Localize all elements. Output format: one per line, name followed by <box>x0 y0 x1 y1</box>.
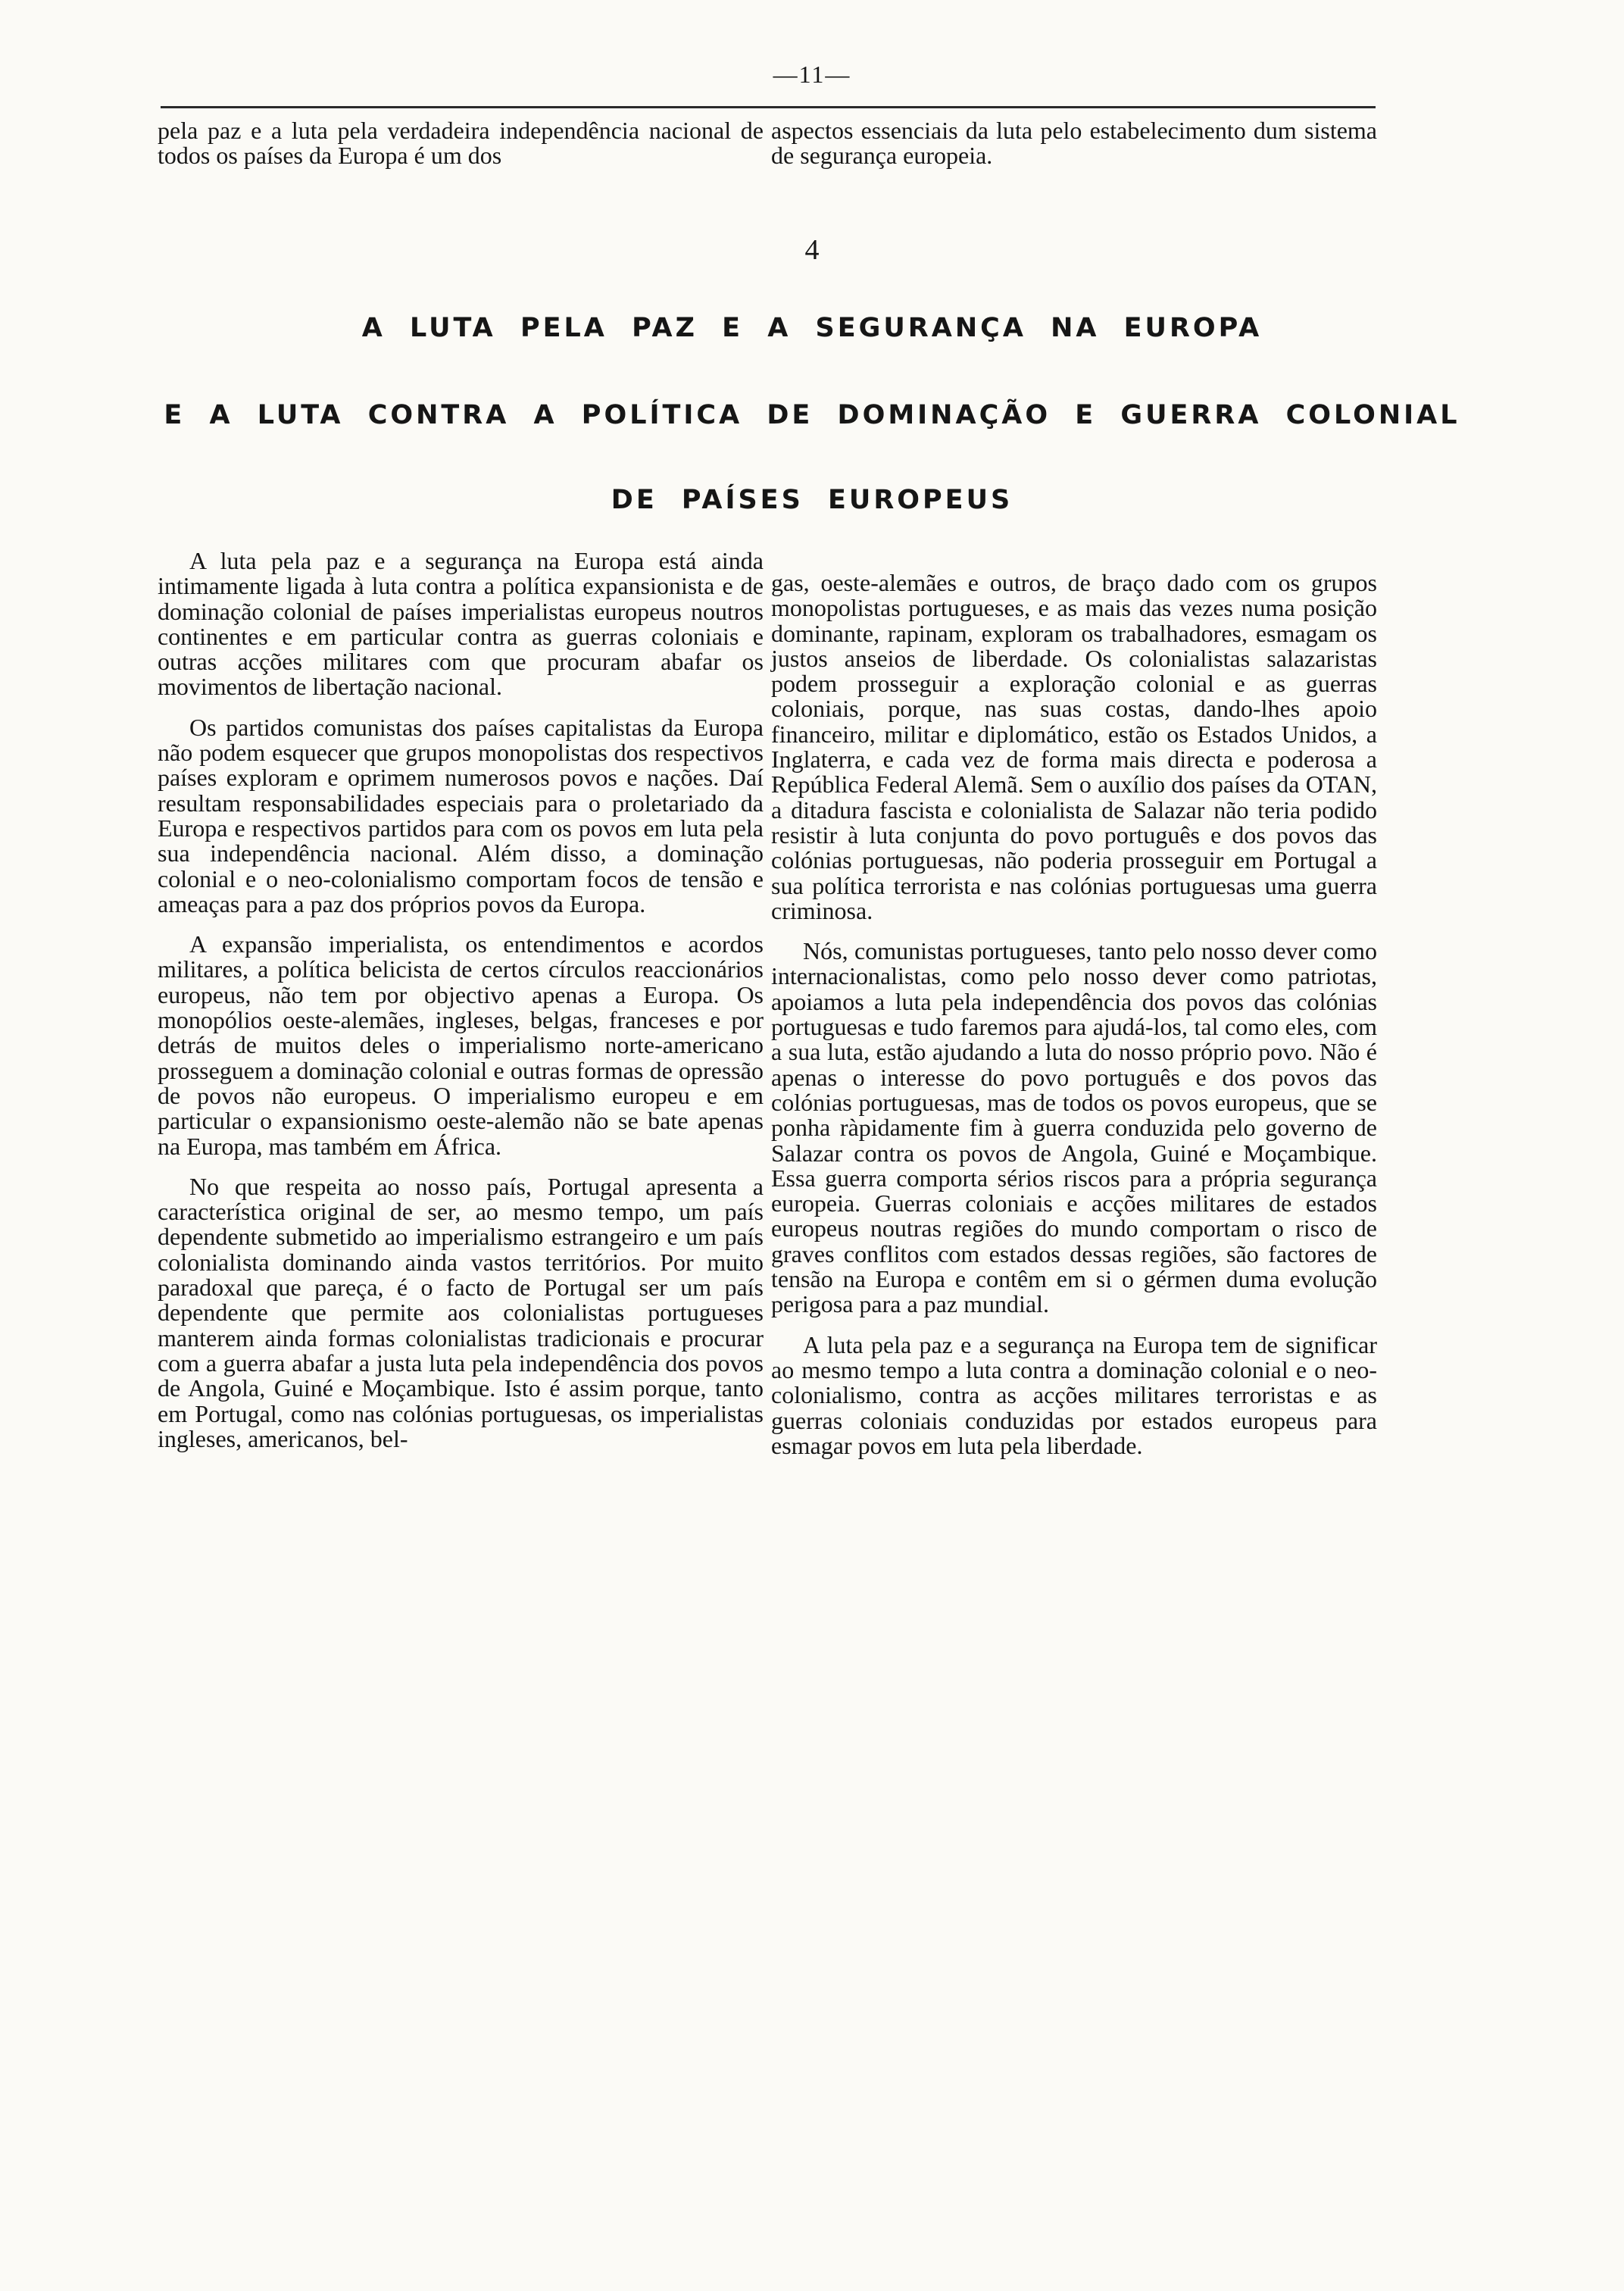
continued-paragraph-right: aspectos essenciais da luta pelo estabelecimento dum sistema de segurança europeia. <box>771 117 1377 170</box>
right-paragraph-3: A luta pela paz e a segurança na Europa tem de significar ao mesmo tempo a luta contra a dominação colonial e o neo-colonialismo, contra as acções militares terroristas e as guerras coloniais conduzidas por estados europeus para esmagar povos em luta pela liberdade. <box>771 1330 1377 1459</box>
right-paragraph-1: gas, oeste-alemães e outros, de braço dado com os grupos monopolistas portugueses, e as mais das vezes numa posição dominante, rapinam, exploram os trabalhadores, esmagam os justos anseios de liberdade. Os colonialistas salazaristas podem prosseguir a exploração colonial e as guerras coloniais, porque, nas suas costas, dando-lhes apoio financeiro, militar e diplomático, estão os Estados Unidos, a Inglaterra, e cada vez de forma mais directa e poderosa a República Federal Alemã. Sem o auxílio dos países da OTAN, a ditadura fascista e colonialista de Salazar não teria podido resistir à luta conjunta do povo português e dos povos das colónias portuguesas, não poderia prosseguir em Portugal a sua política terrorista e nas colónias portuguesas uma guerra criminosa. <box>771 569 1377 924</box>
section-number: 4 <box>804 234 820 266</box>
left-paragraph-2: Os partidos comunistas dos países capitalistas da Europa não podem esquecer que grupos monopolistas dos respectivos países exploram e oprimem numerosos povos e nações. Daí resultam responsabilidades especiais para o proletariado da Europa e respectivos partidos para com os povos em luta pela sua independência nacional. Além disso, a dominação colonial e o neo-colonialismo comportam focos de tensão e ameaças para a paz dos próprios povos da Europa. <box>158 713 764 917</box>
top-right-text <box>771 118 1377 169</box>
left-paragraph-1: A luta pela paz e a segurança na Europa está ainda intimamente ligada à luta contra a política expansionista e de dominação colonial de países imperialistas europeus noutros continentes e em particular contra as guerras coloniais e outras acções militares com que procuram abafar os movimentos de libertação nacional. <box>158 547 764 701</box>
left-column <box>158 549 764 1452</box>
top-left-text <box>158 118 764 169</box>
header-rule <box>161 106 1376 108</box>
left-paragraph-4: No que respeita ao nosso país, Portugal apresenta a característica original de ser, ao mesmo tempo, um país dependente submetido ao imperialismo estrangeiro e um país colonialista dominando ainda vastos territórios. Por muito paradoxal que pareça, é o facto de Portugal ser um país dependente que permite aos colonialistas portugueses manterem ainda formas colonialistas tradicionais e procurar com a guerra abafar a justa luta pela independência dos povos de Angola, Guiné e Moçambique. Isto é assim porque, tanto em Portugal, como nas colónias portuguesas, os imperialistas ingleses, americanos, bel- <box>158 1172 764 1452</box>
headline-line-1: A LUTA PELA PAZ E A SEGURANÇA NA EUROPA <box>361 313 1263 343</box>
left-paragraph-3: A expansão imperialista, os entendimentos e acordos militares, a política belicista de certos círculos reaccionários europeus, não tem por objectivo apenas a Europa. Os monopólios oeste-alemães, ingleses, belgas, franceses e por detrás de muitos deles o imperialismo norte-americano prosseguem a dominação colonial e outras formas de opressão de povos não europeus. O imperialismo europeu e em particular o expansionismo oeste-alemão não se bate apenas na Europa, mas também em África. <box>158 930 764 1160</box>
continued-paragraph-left: pela paz e a luta pela verdadeira independência nacional de todos os países da Europa é um dos <box>158 117 764 170</box>
right-column <box>771 570 1377 1458</box>
headline-line-2: E A LUTA CONTRA A POLÍTICA DE DOMINAÇÃO E GUERRA COLONIAL <box>164 400 1460 430</box>
right-paragraph-2: Nós, comunistas portugueses, tanto pelo nosso dever como internacionalistas, como pelo nosso dever como patriotas, apoiamos a luta pela independência dos povos das colónias portuguesas e tudo faremos para ajudá-los, tal como eles, com a sua luta, estão ajudando a luta do nosso próprio povo. Não é apenas o interesse do povo português e dos povos das colónias portuguesas, mas de todos os povos europeus, que se ponha ràpidamente fim à guerra conduzida pelo governo de Salazar contra os povos de Angola, Guiné e Moçambique. Essa guerra comporta sérios riscos para a própria segurança europeia. Guerras coloniais e acções militares de estados europeus noutras regiões do mundo comportam o risco de graves conflitos com estados dessas regiões, são factores de tensão na Europa e contêm em si o gérmen duma evolução perigosa para a paz mundial. <box>771 937 1377 1318</box>
page-number: —11— <box>773 61 851 88</box>
headline-line-3: DE PAÍSES EUROPEUS <box>611 485 1013 515</box>
